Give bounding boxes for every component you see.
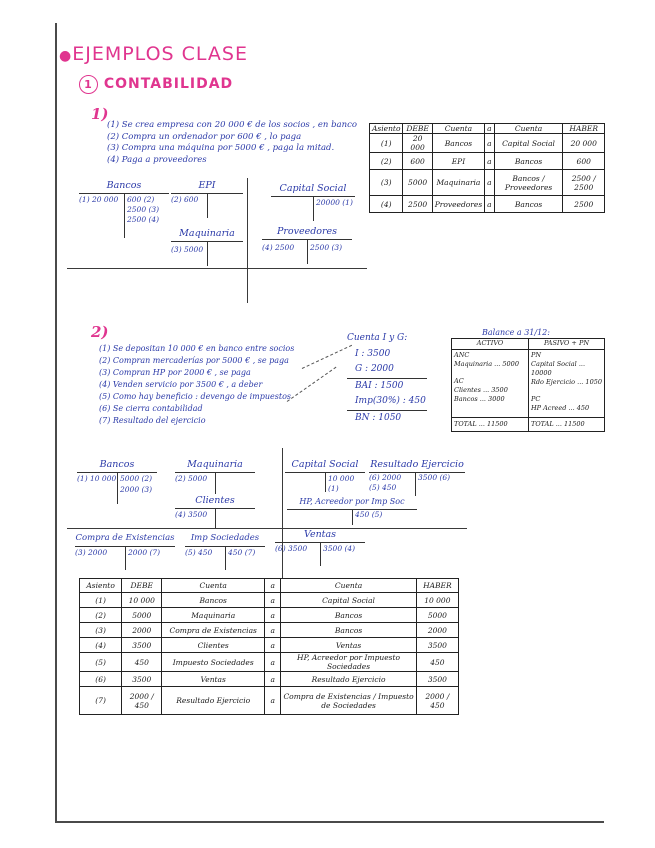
table-header-row <box>370 124 605 134</box>
cell: (3) <box>80 623 122 638</box>
cell: Impuesto Sociedades <box>162 653 265 672</box>
cell: 450 <box>416 653 458 672</box>
cell: Ventas <box>162 672 265 687</box>
cell: a <box>265 672 281 687</box>
divider <box>67 528 467 529</box>
t-debit: (4) 2500 <box>262 243 295 252</box>
balance-item: Capital Social ... 10000 <box>531 360 586 377</box>
t-account-epi-1 <box>171 180 243 220</box>
cell: 20 000 <box>403 134 432 153</box>
balance-item: Maquinaria ... 5000 <box>454 360 519 368</box>
cell: (6) <box>80 672 122 687</box>
cell: 3500 <box>122 672 162 687</box>
cell: a <box>265 608 281 623</box>
t-credit: 450 (7) <box>228 548 256 557</box>
t-debit: (2) 600 <box>171 195 199 204</box>
total-activo: TOTAL ... 11500 <box>454 420 508 428</box>
example1-number: 1) <box>91 105 109 123</box>
t-credit: 20000 (1) <box>316 198 353 207</box>
t-debit: (3) 2000 <box>75 548 108 557</box>
cell: Bancos <box>432 134 484 153</box>
cell: (5) <box>80 653 122 672</box>
balance-item: Clientes ... 3500 <box>454 386 508 394</box>
pyg-title: Cuenta I y G: <box>347 333 408 343</box>
cell: (3) <box>370 170 403 196</box>
t-account-name: Maquinaria <box>179 228 235 239</box>
pyg-line: I : 3500 <box>355 348 391 359</box>
cell: (2) <box>80 608 122 623</box>
t-account-capital-1 <box>271 183 355 223</box>
cell: a <box>265 653 281 672</box>
pasivo-list <box>531 351 604 413</box>
cell: (4) <box>80 638 122 653</box>
balance-item: ANC <box>454 351 470 359</box>
table-header-row <box>80 579 459 593</box>
t-credit: 3500 (4) <box>323 544 356 553</box>
t-account-name: Maquinaria <box>187 459 243 470</box>
note-line: (5) Como hay beneficio : devengo de impuestos <box>99 392 291 401</box>
cell: Capital Social <box>494 134 563 153</box>
t-debit: (5) 450 <box>185 548 213 557</box>
t-account-name: HP, Acreedor por Imp Soc <box>299 497 405 506</box>
pasivo-header: PASIVO + PN <box>529 339 604 350</box>
t-credit: 2500 (4) <box>127 215 160 224</box>
cell: Bancos <box>162 593 265 608</box>
col-header: Cuenta <box>162 579 265 593</box>
table-row <box>80 608 459 623</box>
cell: 2000 <box>416 623 458 638</box>
note-line: (4) Venden servicio por 3500 € , a deber <box>99 380 263 389</box>
col-header: a <box>265 579 281 593</box>
page-title: ●EJEMPLOS CLASE <box>59 43 248 65</box>
cell: Ventas <box>281 638 416 653</box>
cell: (1) <box>370 134 403 153</box>
note-line: (1) Se depositan 10 000 € en banco entre socios <box>99 344 295 353</box>
example2-notes <box>99 343 339 427</box>
cell: a <box>485 153 494 170</box>
t-account-proveedores-1 <box>262 226 352 266</box>
cell: 5000 <box>403 170 432 196</box>
balance-item: PC <box>531 395 541 403</box>
t-account-maquinaria-2 <box>175 459 255 499</box>
cell: 10 000 <box>416 593 458 608</box>
t-credit: 10 000 (1) <box>328 474 355 493</box>
cell: 20 000 <box>563 134 605 153</box>
t-debit: (4) 3500 <box>175 510 208 519</box>
cell: (7) <box>80 687 122 715</box>
cell: 2500 <box>563 196 605 213</box>
col-header: a <box>485 124 494 134</box>
cell: 2000 <box>122 623 162 638</box>
pyg-line: Imp(30%) : 450 <box>347 394 427 411</box>
cell: 3500 <box>416 672 458 687</box>
t-credit: 5000 (2) <box>120 474 153 483</box>
t-account-name: EPI <box>198 180 216 191</box>
note-line: (2) Compra un ordenador por 600 € , lo paga <box>107 131 302 142</box>
note-line: (3) Compran HP por 2000 € , se paga <box>99 368 251 377</box>
t-credit: 2500 (3) <box>127 205 160 214</box>
note-line: (6) Se cierra contabilidad <box>99 404 203 413</box>
balance-title: Balance a 31/12: <box>482 328 550 337</box>
cell: a <box>485 134 494 153</box>
balance-item: PN <box>531 351 542 359</box>
cell: 5000 <box>122 608 162 623</box>
note-line: (2) Compran mercaderías por 5000 € , se paga <box>99 356 289 365</box>
col-header: Asiento <box>80 579 122 593</box>
cell: Compra de Existencias <box>162 623 265 638</box>
cell: 450 <box>122 653 162 672</box>
table-row <box>370 153 605 170</box>
cell: 5000 <box>416 608 458 623</box>
cell: 2000 / 450 <box>122 687 162 715</box>
t-account-hp-2 <box>287 497 417 527</box>
t-credit: 2000 (7) <box>128 548 161 557</box>
cell: (2) <box>370 153 403 170</box>
activo-header: ACTIVO <box>452 339 529 350</box>
example1-notes <box>107 120 372 166</box>
t-account-name: Bancos <box>106 180 142 191</box>
balance-item: HP Acreed ... 450 <box>531 404 590 412</box>
cell: 2500 <box>403 196 432 213</box>
cell: (1) <box>80 593 122 608</box>
t-debit: (1) 10 000 <box>77 474 117 483</box>
t-account-maquinaria-1 <box>171 228 243 268</box>
cell: 3500 <box>416 638 458 653</box>
t-account-name: Capital Social <box>279 183 347 194</box>
col-header: HABER <box>416 579 458 593</box>
cell: Bancos <box>281 623 416 638</box>
note-line: (3) Compra una máquina por 5000 € , paga la mitad. <box>107 143 335 153</box>
cell: a <box>265 687 281 715</box>
notebook-page <box>55 23 604 823</box>
t-account-compras-2 <box>75 533 175 573</box>
cell: 3500 <box>122 638 162 653</box>
cell: Maquinaria <box>162 608 265 623</box>
cell: Resultado Ejercicio <box>162 687 265 715</box>
pyg-line: BN : 1050 <box>355 412 402 423</box>
table-row <box>80 672 459 687</box>
col-header: DEBE <box>403 124 432 134</box>
table-row <box>80 653 459 672</box>
t-debit: (3) 5000 <box>171 245 204 254</box>
table-row <box>80 687 459 715</box>
t-account-name: Compra de Existencias <box>75 533 175 543</box>
journal-table-1 <box>369 123 605 213</box>
cell: EPI <box>432 153 484 170</box>
pyg-summary <box>347 331 427 426</box>
cell: Bancos <box>494 153 563 170</box>
t-credit: 450 (5) <box>355 510 383 519</box>
cell: a <box>485 170 494 196</box>
balance-item: AC <box>454 377 464 385</box>
t-debit: (6) 2000 <box>369 473 402 482</box>
cell: a <box>265 623 281 638</box>
cell: 2500 / 2500 <box>563 170 605 196</box>
col-header: Cuenta <box>494 124 563 134</box>
t-account-resultado-2 <box>369 459 465 499</box>
t-account-name: Imp Sociedades <box>190 533 260 543</box>
table-row <box>370 170 605 196</box>
t-account-capital-2 <box>285 459 365 495</box>
cell: a <box>265 593 281 608</box>
t-account-name: Capital Social <box>291 459 359 470</box>
total-pasivo: TOTAL ... 11500 <box>531 420 585 428</box>
section-heading <box>79 75 233 94</box>
t-account-name: Proveedores <box>276 226 338 237</box>
section-title: CONTABILIDAD <box>103 76 234 92</box>
t-credit: 600 (2) <box>127 195 155 204</box>
t-debit: (5) 450 <box>369 483 397 492</box>
t-account-clientes-2 <box>175 495 255 531</box>
col-header: Asiento <box>370 124 403 134</box>
divider <box>247 178 248 303</box>
table-row <box>370 134 605 153</box>
t-account-bancos-1 <box>79 180 169 240</box>
t-account-name: Clientes <box>195 495 235 506</box>
balance-sheet <box>451 338 605 432</box>
note-line: (7) Resultado del ejercicio <box>99 416 206 425</box>
cell: (4) <box>370 196 403 213</box>
t-credit: 2000 (3) <box>120 485 153 494</box>
cell: HP, Acreedor por Impuesto Sociedades <box>281 653 416 672</box>
cell: Resultado Ejercicio <box>281 672 416 687</box>
cell: Proveedores <box>432 196 484 213</box>
t-account-name: Ventas <box>303 529 337 540</box>
divider <box>67 268 367 269</box>
t-account-ventas-2 <box>275 529 365 569</box>
cell: 600 <box>563 153 605 170</box>
example2-number: 2) <box>91 323 109 341</box>
table-row <box>80 638 459 653</box>
cell: 10 000 <box>122 593 162 608</box>
pyg-line: BAI : 1500 <box>355 380 404 391</box>
activo-list <box>454 351 519 404</box>
balance-item: Rdo Ejercicio ... 1050 <box>531 378 602 386</box>
cell: Maquinaria <box>432 170 484 196</box>
table-row <box>370 196 605 213</box>
col-header: HABER <box>563 124 605 134</box>
note-line: (4) Paga a proveedores <box>107 154 207 165</box>
col-header: Cuenta <box>281 579 416 593</box>
note-line: (1) Se crea empresa con 20 000 € de los socios , en banco <box>107 120 357 130</box>
table-row <box>80 623 459 638</box>
cell: Compra de Existencias / Impuesto de Sociedades <box>281 687 416 715</box>
cell: 600 <box>403 153 432 170</box>
cell: a <box>265 638 281 653</box>
cell: a <box>485 196 494 213</box>
table-row <box>80 593 459 608</box>
t-account-name: Resultado Ejercicio <box>370 459 464 470</box>
cell: 2000 / 450 <box>416 687 458 715</box>
journal-table-2 <box>79 578 459 715</box>
cell: Bancos <box>281 608 416 623</box>
t-account-impuesto-2 <box>185 533 265 573</box>
t-credit: 3500 (6) <box>418 473 451 482</box>
section-number: 1 <box>79 75 98 94</box>
cell: Bancos <box>494 196 563 213</box>
t-account-bancos-2 <box>77 459 157 507</box>
page-title-text: EJEMPLOS CLASE <box>72 43 248 65</box>
col-header: DEBE <box>122 579 162 593</box>
balance-item: Bancos ... 3000 <box>454 395 505 403</box>
t-debit: (6) 3500 <box>275 544 308 553</box>
cell: Capital Social <box>281 593 416 608</box>
pyg-line: G : 2000 <box>347 362 427 379</box>
t-credit: 2500 (3) <box>310 243 343 252</box>
col-header: Cuenta <box>432 124 484 134</box>
t-debit: (2) 5000 <box>175 474 208 483</box>
t-account-name: Bancos <box>99 459 135 470</box>
cell: Bancos / Proveedores <box>494 170 563 196</box>
cell: Clientes <box>162 638 265 653</box>
t-debit: (1) 20 000 <box>79 195 119 204</box>
